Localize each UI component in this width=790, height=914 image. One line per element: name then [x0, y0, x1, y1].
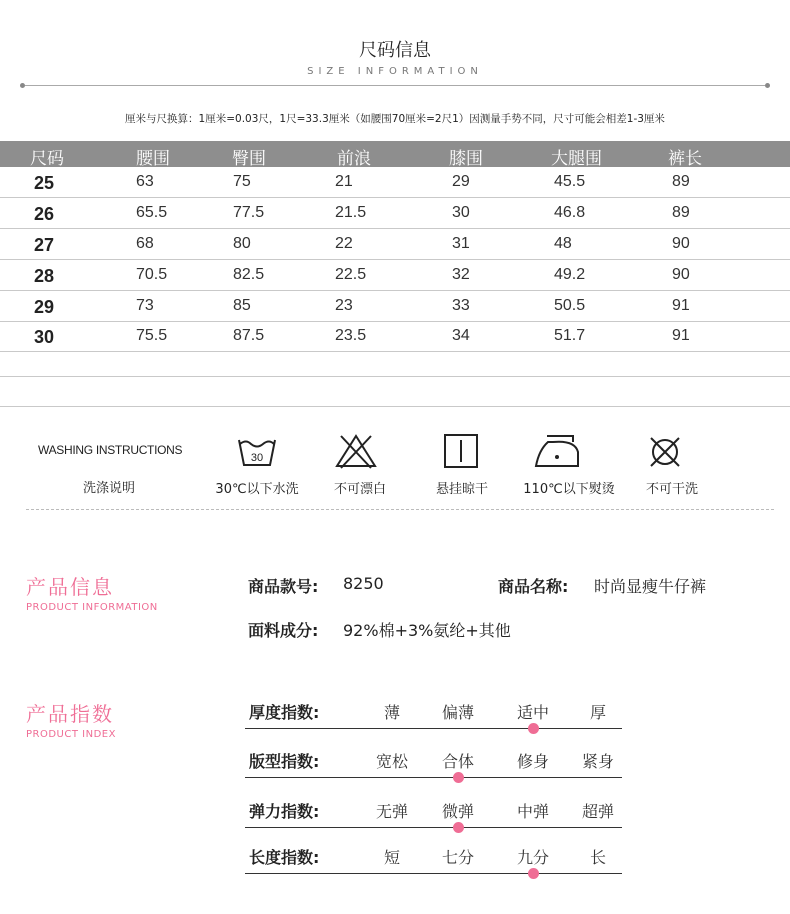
index-scale-line	[245, 777, 622, 778]
column-header: 裤长	[668, 149, 702, 169]
wash-label: 30℃以下水洗	[215, 482, 299, 497]
style-no-label: 商品款号:	[248, 577, 319, 596]
table-row	[0, 198, 790, 229]
table-row	[0, 260, 790, 291]
fabric-label: 面料成分:	[248, 621, 319, 640]
conversion-note: 厘米与尺换算：1厘米=0.03尺，1尺=33.3厘米（如腰围70厘米=2尺1）因测量手势不同，尺寸可能会相差1-3厘米	[125, 113, 665, 125]
table-cell: 49.2	[554, 266, 586, 283]
table-cell: 90	[672, 235, 690, 252]
size-cell: 26	[34, 204, 55, 224]
size-cell: 25	[34, 173, 55, 193]
column-header: 前浪	[337, 149, 371, 169]
index-option: 超弹	[581, 802, 614, 821]
table-cell: 91	[672, 327, 690, 344]
index-option: 中弹	[516, 802, 549, 821]
size-cell: 27	[34, 235, 55, 255]
table-cell: 82.5	[233, 266, 265, 283]
wash-30-icon	[236, 432, 278, 472]
index-option: 九分	[516, 848, 549, 867]
table-cell: 22.5	[335, 266, 367, 283]
header-divider	[25, 85, 765, 86]
index-label: 版型指数:	[249, 752, 320, 771]
fabric-value: 92%棉+3%氨纶+其他	[343, 621, 511, 640]
no-bleach-icon	[335, 432, 377, 472]
table-cell: 85	[233, 297, 251, 314]
table-row	[0, 229, 790, 260]
index-label: 弹力指数:	[249, 802, 320, 821]
product-info-title: 产品信息	[26, 575, 114, 599]
index-option: 无弹	[375, 802, 408, 821]
table-cell: 29	[452, 173, 470, 190]
washing-title-en: WASHING INSTRUCTIONS	[38, 443, 183, 457]
table-cell: 23.5	[335, 327, 367, 344]
index-scale-line	[245, 827, 622, 828]
table-cell: 32	[452, 266, 470, 283]
table-row	[0, 321, 790, 352]
wash-label: 悬挂晾干	[435, 482, 488, 497]
table-cell: 45.5	[554, 173, 586, 190]
table-cell: 80	[233, 235, 251, 252]
hang-dry-icon	[441, 432, 483, 472]
section-divider	[26, 509, 774, 510]
table-cell: 65.5	[136, 204, 168, 221]
page-title: 尺码信息	[359, 40, 431, 61]
table-row	[0, 167, 790, 198]
table-cell: 75	[233, 173, 251, 190]
size-table-header	[0, 141, 790, 167]
divider-dot	[765, 83, 770, 88]
index-option: 薄	[383, 703, 400, 722]
table-cell: 87.5	[233, 327, 265, 344]
size-cell: 30	[34, 327, 55, 347]
product-info-subtitle: PRODUCT INFORMATION	[26, 602, 158, 613]
index-option: 七分	[441, 848, 474, 867]
index-selected-marker	[453, 772, 464, 783]
wash-label: 不可干洗	[645, 482, 698, 497]
table-cell: 48	[554, 235, 572, 252]
table-cell: 68	[136, 235, 154, 252]
wash-temp-text: 30	[250, 452, 264, 464]
product-index-subtitle: PRODUCT INDEX	[26, 729, 116, 740]
index-option: 修身	[516, 752, 549, 771]
product-name-value: 时尚显瘦牛仔裤	[594, 577, 707, 596]
wash-label: 不可漂白	[333, 482, 386, 497]
index-selected-marker	[528, 868, 539, 879]
table-cell: 31	[452, 235, 470, 252]
no-dry-clean-icon	[647, 432, 689, 472]
wash-label: 110℃以下熨烫	[523, 482, 615, 497]
table-cell: 90	[672, 266, 690, 283]
index-option: 长	[589, 848, 606, 867]
table-cell: 63	[136, 173, 154, 190]
index-option: 紧身	[581, 752, 614, 771]
product-index-title: 产品指数	[26, 702, 114, 726]
table-cell: 22	[335, 235, 353, 252]
index-label: 长度指数:	[249, 848, 320, 867]
index-scale-line	[245, 728, 622, 729]
iron-low-icon	[533, 432, 583, 472]
index-option: 适中	[516, 703, 549, 722]
table-cell: 75.5	[136, 327, 168, 344]
column-header: 臀围	[232, 149, 266, 169]
style-no-value: 8250	[343, 574, 384, 593]
column-header: 腰围	[136, 149, 170, 169]
table-row	[0, 291, 790, 322]
table-cell: 21.5	[335, 204, 367, 221]
table-cell: 89	[672, 204, 690, 221]
size-cell: 28	[34, 266, 55, 286]
table-divider	[0, 406, 790, 407]
table-cell: 50.5	[554, 297, 586, 314]
table-divider	[0, 376, 790, 377]
index-selected-marker	[528, 723, 539, 734]
table-cell: 73	[136, 297, 154, 314]
index-label: 厚度指数:	[249, 703, 320, 722]
index-selected-marker	[453, 822, 464, 833]
table-cell: 89	[672, 173, 690, 190]
index-scale-line	[245, 873, 622, 874]
column-header: 大腿围	[551, 149, 602, 169]
table-cell: 33	[452, 297, 470, 314]
table-cell: 23	[335, 297, 353, 314]
index-option: 微弹	[441, 802, 474, 821]
table-cell: 30	[452, 204, 470, 221]
table-cell: 91	[672, 297, 690, 314]
page-subtitle: SIZE INFORMATION	[307, 66, 483, 77]
table-cell: 21	[335, 173, 353, 190]
index-option: 宽松	[375, 752, 408, 771]
table-cell: 77.5	[233, 204, 265, 221]
table-cell: 46.8	[554, 204, 586, 221]
product-name-label: 商品名称:	[498, 577, 569, 596]
table-cell: 34	[452, 327, 470, 344]
index-option: 厚	[589, 703, 606, 722]
size-cell: 29	[34, 297, 55, 317]
index-option: 合体	[441, 752, 474, 771]
table-cell: 51.7	[554, 327, 586, 344]
index-option: 偏薄	[441, 703, 474, 722]
table-cell: 70.5	[136, 266, 168, 283]
column-header: 尺码	[30, 149, 64, 169]
washing-title-cn: 洗涤说明	[83, 481, 136, 496]
index-option: 短	[383, 848, 400, 867]
column-header: 膝围	[449, 149, 483, 169]
